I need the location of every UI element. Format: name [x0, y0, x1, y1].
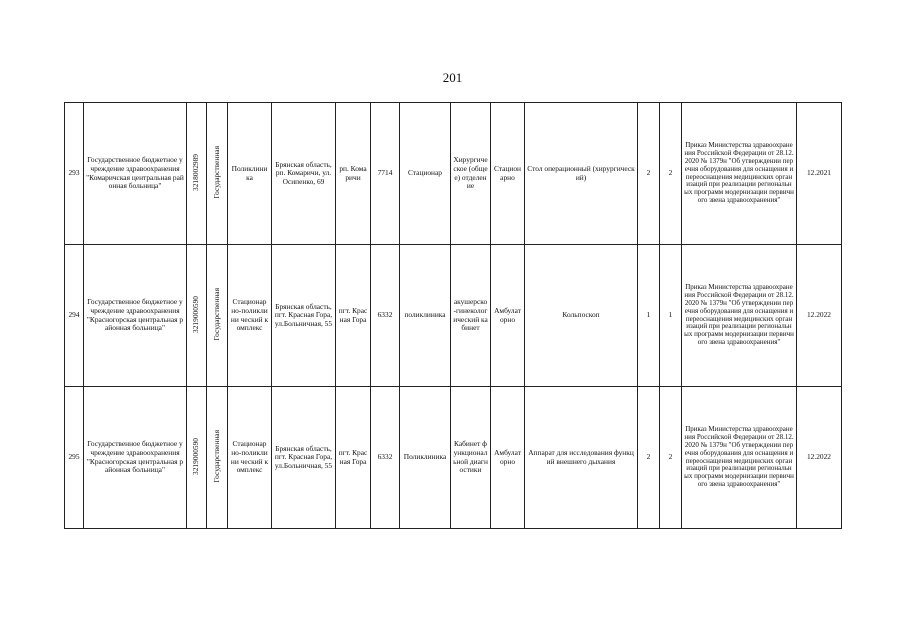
facility-type: Стационар но-поликлини ческий комплекс [228, 245, 272, 387]
unit-type: поликлиника [400, 245, 451, 387]
ownership-value: Государственная [211, 288, 221, 341]
department: акушерско-гинекологический кабинет [451, 245, 491, 387]
unit-type: Поликлиника [400, 387, 451, 529]
qty-planned: 1 [660, 245, 682, 387]
table-row [65, 387, 842, 529]
ownership-cell [207, 103, 228, 245]
row-number: 295 [65, 387, 84, 529]
organization-name: Государственное бюджетное учреждение здравоохранения "Красногорская центральная районная больница" [84, 245, 187, 387]
inn-cell [187, 103, 207, 245]
table-row [65, 103, 842, 245]
regulatory-order: Приказ Министерства здравоохранения Российской Федерации от 28.12.2020 № 1379н "Об утверждении перечня оборудования для оснащения и переоснащения медицинских организаций при реализации региональных программ модернизации первичного звена здравоохранения" [682, 245, 797, 387]
delivery-date: 12.2021 [797, 103, 842, 245]
row-number: 293 [65, 103, 84, 245]
address: Брянская область, пгт. Красная Гора, ул.Больничная, 55 [272, 387, 336, 529]
equipment-name: Стол операционный (хирургический) [525, 103, 638, 245]
facility-type: Стационар но-поликлини ческий комплекс [228, 387, 272, 529]
locality: пгт. Красная Гора [336, 387, 371, 529]
facility-type: Поликлиника [228, 103, 272, 245]
inn-value: 3218002989 [191, 153, 201, 191]
care-condition: Стационарно [491, 103, 525, 245]
table-row [65, 245, 842, 387]
equipment-name: Аппарат для исследования функций внешнего дыхания [525, 387, 638, 529]
population: 7714 [371, 103, 400, 245]
delivery-date: 12.2022 [797, 245, 842, 387]
row-number: 294 [65, 245, 84, 387]
ownership-value: Государственная [211, 430, 221, 483]
population: 6332 [371, 387, 400, 529]
address: Брянская область, рп. Комаричи, ул.Осипенко, 69 [272, 103, 336, 245]
care-condition: Амбулаторно [491, 245, 525, 387]
inn-value: 3219000590 [191, 295, 201, 333]
care-condition: Амбулаторно [491, 387, 525, 529]
organization-name: Государственное бюджетное учреждение здравоохранения "Красногорская центральная районная больница" [84, 387, 187, 529]
qty-required: 2 [638, 387, 660, 529]
locality: пгт. Красная Гора [336, 245, 371, 387]
ownership-cell [207, 245, 228, 387]
qty-required: 1 [638, 245, 660, 387]
department: Хирургическое (общее) отделение [451, 103, 491, 245]
population: 6332 [371, 245, 400, 387]
ownership-cell [207, 387, 228, 529]
unit-type: Стационар [400, 103, 451, 245]
regulatory-order: Приказ Министерства здравоохранения Российской Федерации от 28.12.2020 № 1379н "Об утверждении перечня оборудования для оснащения и переоснащения медицинских организаций при реализации региональных программ модернизации первичного звена здравоохранения" [682, 103, 797, 245]
equipment-registry-table [64, 102, 842, 529]
ownership-value: Государственная [211, 146, 221, 199]
locality: рп. Комаричи [336, 103, 371, 245]
qty-planned: 2 [660, 387, 682, 529]
address: Брянская область, пгт. Красная Гора, ул.Больничная, 55 [272, 245, 336, 387]
qty-planned: 2 [660, 103, 682, 245]
inn-cell [187, 245, 207, 387]
qty-required: 2 [638, 103, 660, 245]
department: Кабинет функциональной диагностики [451, 387, 491, 529]
organization-name: Государственное бюджетное учреждение здравоохранения "Комаричская центральная районная больница" [84, 103, 187, 245]
page-number: 201 [442, 70, 463, 85]
delivery-date: 12.2022 [797, 387, 842, 529]
inn-cell [187, 387, 207, 529]
regulatory-order: Приказ Министерства здравоохранения Российской Федерации от 28.12.2020 № 1379н "Об утверждении перечня оборудования для оснащения и переоснащения медицинских организаций при реализации региональных программ модернизации первичного звена здравоохранения" [682, 387, 797, 529]
inn-value: 3219000590 [191, 437, 201, 475]
equipment-name: Кольпоскоп [525, 245, 638, 387]
